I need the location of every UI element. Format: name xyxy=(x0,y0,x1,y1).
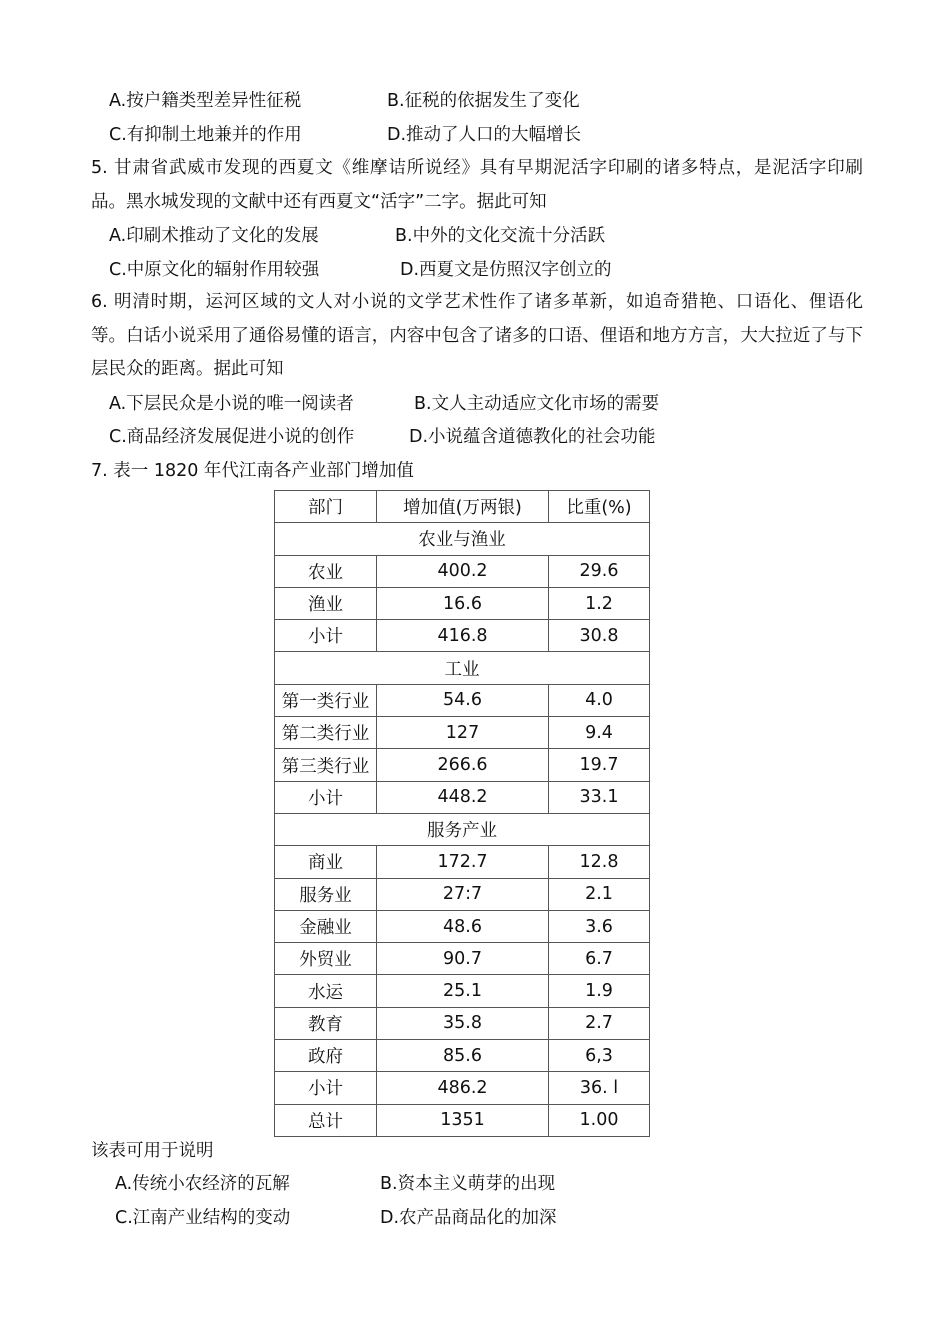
section-service-label: 服务产业 xyxy=(275,813,650,845)
cell-share: 1.2 xyxy=(549,587,650,619)
cell-value: 127 xyxy=(377,717,549,749)
q6-option-a: A.下层民众是小说的唯一阅读者 xyxy=(109,394,354,414)
table-row xyxy=(275,620,650,652)
total-row xyxy=(275,1104,650,1136)
cell-share: 12.8 xyxy=(549,846,650,878)
table-row xyxy=(275,684,650,716)
cell-share: 30.8 xyxy=(549,620,650,652)
cell-value: 448.2 xyxy=(377,781,549,813)
cell-value: 1351 xyxy=(377,1104,549,1136)
cell-department: 政府 xyxy=(275,1040,377,1072)
cell-share: 1.9 xyxy=(549,975,650,1007)
cell-share: 3.6 xyxy=(549,910,650,942)
cell-value: 266.6 xyxy=(377,749,549,781)
header-share: 比重(%) xyxy=(549,491,650,523)
table-row xyxy=(275,846,650,878)
section-industry-label: 工业 xyxy=(275,652,650,684)
section-agri-label: 农业与渔业 xyxy=(275,523,650,555)
cell-share: 2.1 xyxy=(549,878,650,910)
q5-stem: 5. 甘肃省武威市发现的西夏文《维摩诘所说经》具有早期泥活字印刷的诸多特点，是泥活字印刷品。黑水城发现的文献中还有西夏文“活字”二字。据此可知 xyxy=(91,158,863,212)
industry-value-table xyxy=(274,490,650,1137)
q4-option-b: B.征税的依据发生了变化 xyxy=(387,91,580,111)
cell-share: 29.6 xyxy=(549,555,650,587)
cell-value: 400.2 xyxy=(377,555,549,587)
cell-department: 服务业 xyxy=(275,878,377,910)
header-department: 部门 xyxy=(275,491,377,523)
table-row xyxy=(275,878,650,910)
q6-stem: 6. 明清时期，运河区域的文人对小说的文学艺术性作了诸多革新，如追奇猎艳、口语化、俚语化等。白话小说采用了通俗易懂的语言，内容中包含了诸多的口语、俚语和地方方言，大大拉近了与下层民众的距离。据此可知 xyxy=(91,292,863,380)
q5-option-c: C.中原文化的辐射作用较强 xyxy=(109,260,320,280)
table-row xyxy=(275,555,650,587)
cell-value: 54.6 xyxy=(377,684,549,716)
cell-value: 486.2 xyxy=(377,1072,549,1104)
cell-department: 第一类行业 xyxy=(275,684,377,716)
cell-share: 6.7 xyxy=(549,943,650,975)
cell-share: 2.7 xyxy=(549,1007,650,1039)
cell-value: 172.7 xyxy=(377,846,549,878)
cell-department: 外贸业 xyxy=(275,943,377,975)
q7-stem: 7. 表一 1820 年代江南各产业部门增加值 xyxy=(91,461,414,481)
q4-option-c: C.有抑制土地兼并的作用 xyxy=(109,125,302,145)
cell-department: 教育 xyxy=(275,1007,377,1039)
table-row xyxy=(275,781,650,813)
table-row xyxy=(275,910,650,942)
cell-value: 85.6 xyxy=(377,1040,549,1072)
table-row xyxy=(275,1040,650,1072)
table-header-row xyxy=(275,491,650,523)
cell-department: 商业 xyxy=(275,846,377,878)
header-value-added: 增加值(万两银) xyxy=(377,491,549,523)
cell-share: 36. l xyxy=(549,1072,650,1104)
cell-department: 总计 xyxy=(275,1104,377,1136)
table-row xyxy=(275,975,650,1007)
q7-option-b: B.资本主义萌芽的出现 xyxy=(380,1174,556,1194)
q7-option-c: C.江南产业结构的变动 xyxy=(115,1208,291,1228)
section-row xyxy=(275,523,650,555)
q6-option-c: C.商品经济发展促进小说的创作 xyxy=(109,427,355,447)
table-row xyxy=(275,1072,650,1104)
q5-option-b: B.中外的文化交流十分活跃 xyxy=(395,226,606,246)
q7-option-a: A.传统小农经济的瓦解 xyxy=(115,1174,290,1194)
section-row xyxy=(275,652,650,684)
table-row xyxy=(275,587,650,619)
cell-share: 1.00 xyxy=(549,1104,650,1136)
cell-share: 33.1 xyxy=(549,781,650,813)
cell-value: 16.6 xyxy=(377,587,549,619)
cell-department: 农业 xyxy=(275,555,377,587)
cell-department: 第二类行业 xyxy=(275,717,377,749)
cell-value: 25.1 xyxy=(377,975,549,1007)
cell-value: 90.7 xyxy=(377,943,549,975)
cell-department: 渔业 xyxy=(275,587,377,619)
section-row xyxy=(275,813,650,845)
q5-option-d: D.西夏文是仿照汉字创立的 xyxy=(400,260,612,280)
q7-tail: 该表可用于说明 xyxy=(91,1141,214,1161)
cell-department: 小计 xyxy=(275,781,377,813)
cell-value: 35.8 xyxy=(377,1007,549,1039)
cell-department: 金融业 xyxy=(275,910,377,942)
table-row xyxy=(275,943,650,975)
cell-value: 48.6 xyxy=(377,910,549,942)
q4-option-a: A.按户籍类型差异性征税 xyxy=(109,91,302,111)
cell-department: 小计 xyxy=(275,620,377,652)
q6-option-b: B.文人主动适应文化市场的需要 xyxy=(414,394,660,414)
table-row xyxy=(275,749,650,781)
table-row xyxy=(275,717,650,749)
q4-option-d: D.推动了人口的大幅增长 xyxy=(387,125,582,145)
q7-option-d: D.农产品商品化的加深 xyxy=(380,1208,557,1228)
q6-option-d: D.小说蕴含道德教化的社会功能 xyxy=(409,427,656,447)
cell-share: 9.4 xyxy=(549,717,650,749)
cell-value: 416.8 xyxy=(377,620,549,652)
cell-department: 水运 xyxy=(275,975,377,1007)
cell-department: 小计 xyxy=(275,1072,377,1104)
cell-value: 27:7 xyxy=(377,878,549,910)
cell-department: 第三类行业 xyxy=(275,749,377,781)
cell-share: 4.0 xyxy=(549,684,650,716)
cell-share: 6,3 xyxy=(549,1040,650,1072)
q5-option-a: A.印刷术推动了文化的发展 xyxy=(109,226,319,246)
cell-share: 19.7 xyxy=(549,749,650,781)
table-row xyxy=(275,1007,650,1039)
